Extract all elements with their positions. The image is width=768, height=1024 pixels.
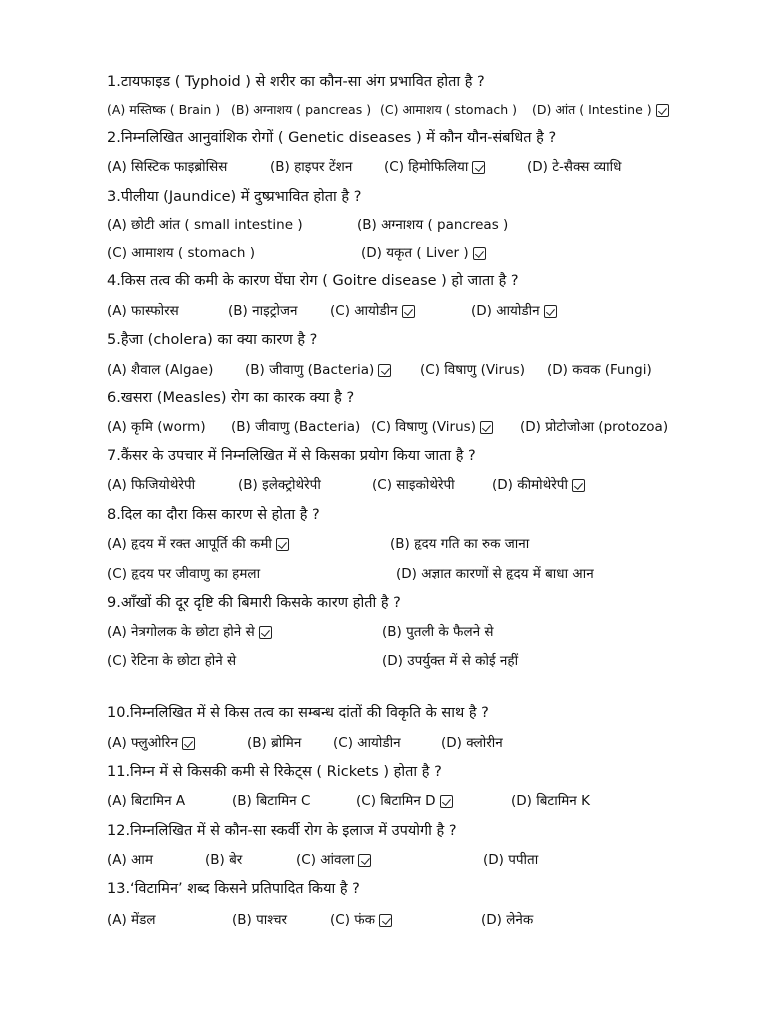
q11-option-d: (D) बिटामिन K xyxy=(511,793,590,809)
checked-checkbox-icon xyxy=(544,305,557,318)
q7-option-c: (C) साइकोथेरेपी xyxy=(372,477,455,493)
checked-checkbox-icon xyxy=(656,104,669,117)
q8-option-d: (D) अज्ञात कारणों से हृदय में बाधा आन xyxy=(396,566,594,582)
q9-option-c: (C) रेटिना के छोटा होने से xyxy=(107,653,237,669)
q4-option-b: (B) नाइट्रोजन xyxy=(228,303,298,319)
q1-option-c: (C) आमाशय ( stomach ) xyxy=(380,102,518,117)
checked-checkbox-icon xyxy=(473,247,486,260)
q6-option-b: (B) जीवाणु (Bacteria) xyxy=(231,419,361,435)
q9-option-a: (A) नेत्रगोलक के छोटा होने से xyxy=(107,622,272,642)
checked-checkbox-icon xyxy=(472,161,485,174)
q13-option-d: (D) लेनेक xyxy=(481,912,534,928)
question-4: 4.किस तत्व की कमी के कारण घेंघा रोग ( Goitre disease ) हो जाता है ? xyxy=(107,273,519,289)
q2-option-d: (D) टे-सैक्स व्याधि xyxy=(527,159,622,175)
checked-checkbox-icon xyxy=(378,364,391,377)
q13-option-c: (C) फंक xyxy=(330,910,392,930)
question-10: 10.निम्नलिखित में से किस तत्व का सम्बन्ध दांतों की विकृति के साथ है ? xyxy=(107,705,489,721)
checked-checkbox-icon xyxy=(379,914,392,927)
q2-option-c: (C) हिमोफिलिया xyxy=(384,157,485,177)
q7-option-a: (A) फिजियोथेरेपी xyxy=(107,477,196,493)
question-11: 11.निम्न में से किसकी कमी से रिकेट्स ( Rickets ) होता है ? xyxy=(107,764,442,780)
q10-option-b: (B) ब्रोमिन xyxy=(247,735,302,751)
question-5: 5.हैजा (cholera) का क्या कारण है ? xyxy=(107,332,318,348)
q10-option-d: (D) क्लोरीन xyxy=(441,735,503,751)
q4-option-d: (D) आयोडीन xyxy=(471,301,557,321)
q2-option-a: (A) सिस्टिक फाइब्रोसिस xyxy=(107,159,228,175)
q3-option-d: (D) यकृत ( Liver ) xyxy=(361,243,486,263)
q2-option-b: (B) हाइपर टेंशन xyxy=(270,159,353,175)
checked-checkbox-icon xyxy=(402,305,415,318)
q12-option-c: (C) आंवला xyxy=(296,850,371,870)
q10-option-c: (C) आयोडीन xyxy=(333,735,401,751)
q6-option-c: (C) विषाणु (Virus) xyxy=(371,417,493,437)
q13-option-b: (B) पाश्चर xyxy=(232,912,288,928)
question-2: 2.निम्नलिखित आनुवांशिक रोगों ( Genetic diseases ) में कौन यौन-संबधित है ? xyxy=(107,130,557,146)
q5-option-b: (B) जीवाणु (Bacteria) xyxy=(245,360,391,380)
q7-option-b: (B) इलेक्ट्रोथेरेपी xyxy=(238,477,321,493)
q7-option-d: (D) कीमोथेरेपी xyxy=(492,475,585,495)
checked-checkbox-icon xyxy=(259,626,272,639)
q5-option-c: (C) विषाणु (Virus) xyxy=(420,362,525,378)
q9-option-b: (B) पुतली के फैलने से xyxy=(382,624,494,640)
q8-option-c: (C) हृदय पर जीवाणु का हमला xyxy=(107,566,261,582)
question-8: 8.दिल का दौरा किस कारण से होता है ? xyxy=(107,507,320,523)
q1-option-d: (D) आंत ( Intestine ) xyxy=(532,100,669,120)
q6-option-a: (A) कृमि (worm) xyxy=(107,419,206,435)
q8-option-b: (B) हृदय गति का रुक जाना xyxy=(390,536,530,552)
q13-option-a: (A) मेंडल xyxy=(107,912,156,928)
checked-checkbox-icon xyxy=(480,421,493,434)
q4-option-a: (A) फास्फोरस xyxy=(107,303,179,319)
question-7: 7.कैंसर के उपचार में निम्नलिखित में से किसका प्रयोग किया जाता है ? xyxy=(107,448,476,464)
question-6: 6.खसरा (Measles) रोग का कारक क्या है ? xyxy=(107,390,355,406)
q10-option-a: (A) फ्लुओरिन xyxy=(107,733,195,753)
q1-option-b: (B) अग्नाशय ( pancreas ) xyxy=(231,102,372,117)
checked-checkbox-icon xyxy=(440,795,453,808)
checked-checkbox-icon xyxy=(182,737,195,750)
q11-option-b: (B) बिटामिन C xyxy=(232,793,311,809)
q3-option-a: (A) छोटी आंत ( small intestine ) xyxy=(107,217,303,233)
question-13: 13.‘विटामिन’ शब्द किसने प्रतिपादित किया है ? xyxy=(107,881,360,897)
checked-checkbox-icon xyxy=(358,854,371,867)
q8-option-a: (A) हृदय में रक्त आपूर्ति की कमी xyxy=(107,534,289,554)
question-9: 9.आँखों की दूर दृष्टि की बिमारी किसके कारण होती है ? xyxy=(107,595,401,611)
q9-option-d: (D) उपर्युक्त में से कोई नहीं xyxy=(382,653,519,669)
question-1: 1.टायफाइड ( Typhoid ) से शरीर का कौन-सा अंग प्रभावित होता है ? xyxy=(107,74,485,90)
q3-option-c: (C) आमाशय ( stomach ) xyxy=(107,245,256,261)
q3-option-b: (B) अग्नाशय ( pancreas ) xyxy=(357,217,509,233)
checked-checkbox-icon xyxy=(572,479,585,492)
q5-option-a: (A) शैवाल (Algae) xyxy=(107,362,214,378)
q12-option-a: (A) आम xyxy=(107,852,153,868)
q1-option-a: (A) मस्तिष्क ( Brain ) xyxy=(107,102,221,117)
q12-option-b: (B) बेर xyxy=(205,852,243,868)
q11-option-a: (A) बिटामिन A xyxy=(107,793,186,809)
question-12: 12.निम्नलिखित में से कौन-सा स्कर्वी रोग के इलाज में उपयोगी है ? xyxy=(107,823,457,839)
q4-option-c: (C) आयोडीन xyxy=(330,301,415,321)
checked-checkbox-icon xyxy=(276,538,289,551)
question-3: 3.पीलीया (Jaundice) में दुष्प्रभावित होता है ? xyxy=(107,189,362,205)
q5-option-d: (D) कवक (Fungi) xyxy=(547,362,652,378)
q6-option-d: (D) प्रोटोजोआ (protozoa) xyxy=(520,419,669,435)
q11-option-c: (C) बिटामिन D xyxy=(356,791,453,811)
q12-option-d: (D) पपीता xyxy=(483,852,539,868)
